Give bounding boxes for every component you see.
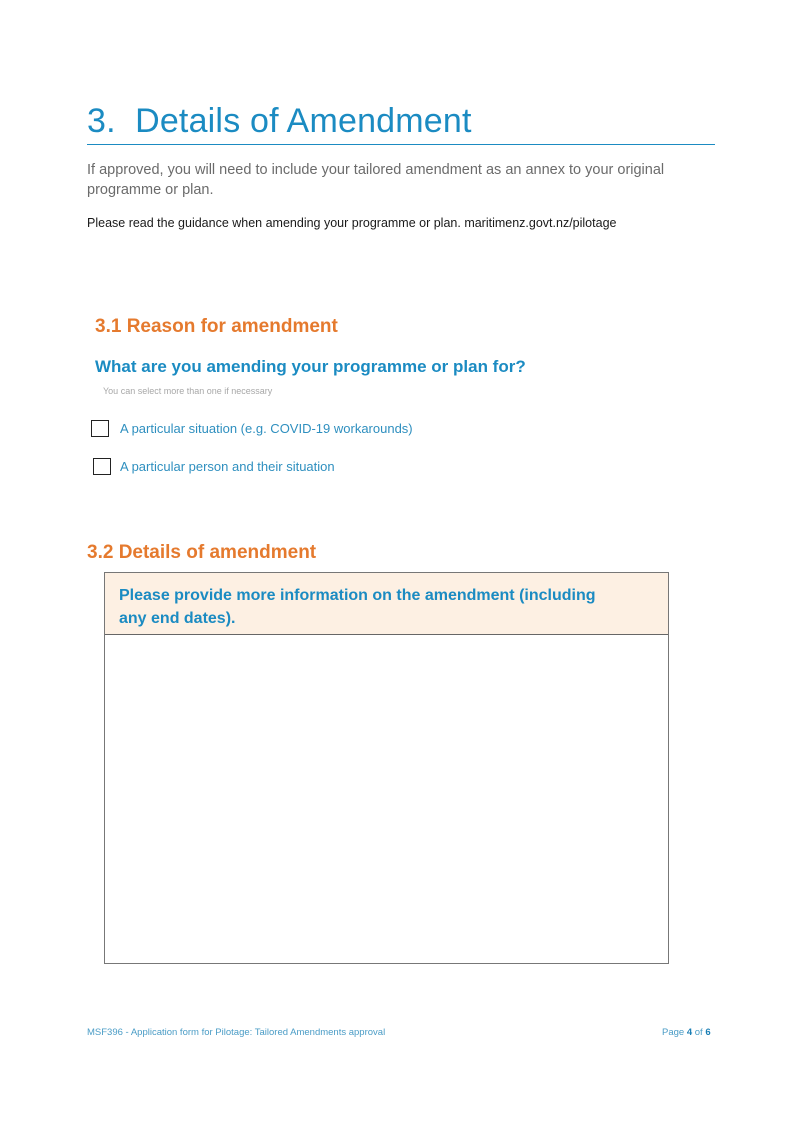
page-of: of [694,1027,703,1038]
details-field-box [104,572,669,964]
guidance-text: Please read the guidance when amending your programme or plan. maritimenz.govt.nz/pilotage [87,216,617,230]
reason-hint: You can select more than one if necessary [103,386,273,396]
option-particular-person[interactable] [93,458,335,475]
page-prefix: Page [662,1027,685,1038]
section-number: 3. [87,102,116,140]
details-prompt-header [105,573,668,635]
page-title [87,102,472,141]
reason-heading: 3.1 Reason for amendment [95,316,338,337]
footer-form-title: MSF396 - Application form for Pilotage: Tailored Amendments approval [87,1027,386,1038]
option-label: A particular situation (e.g. COVID-19 workarounds) [120,421,413,436]
checkbox-particular-person[interactable] [93,458,111,475]
checkbox-particular-situation[interactable] [91,420,109,437]
page-total: 6 [705,1027,711,1038]
section-title: Details of Amendment [135,102,472,140]
option-particular-situation[interactable] [91,420,413,437]
page-number [662,1027,711,1038]
page-current: 4 [686,1027,693,1038]
option-label: A particular person and their situation [120,459,335,474]
details-input[interactable] [105,635,668,961]
title-divider [87,144,715,145]
details-heading: 3.2 Details of amendment [87,542,317,563]
reason-question: What are you amending your programme or plan for? [95,357,526,376]
details-prompt: Please provide more information on the amendment (including any end dates). [119,587,596,627]
intro-text: If approved, you will need to include your tailored amendment as an annex to your original programme or plan. [87,162,665,198]
